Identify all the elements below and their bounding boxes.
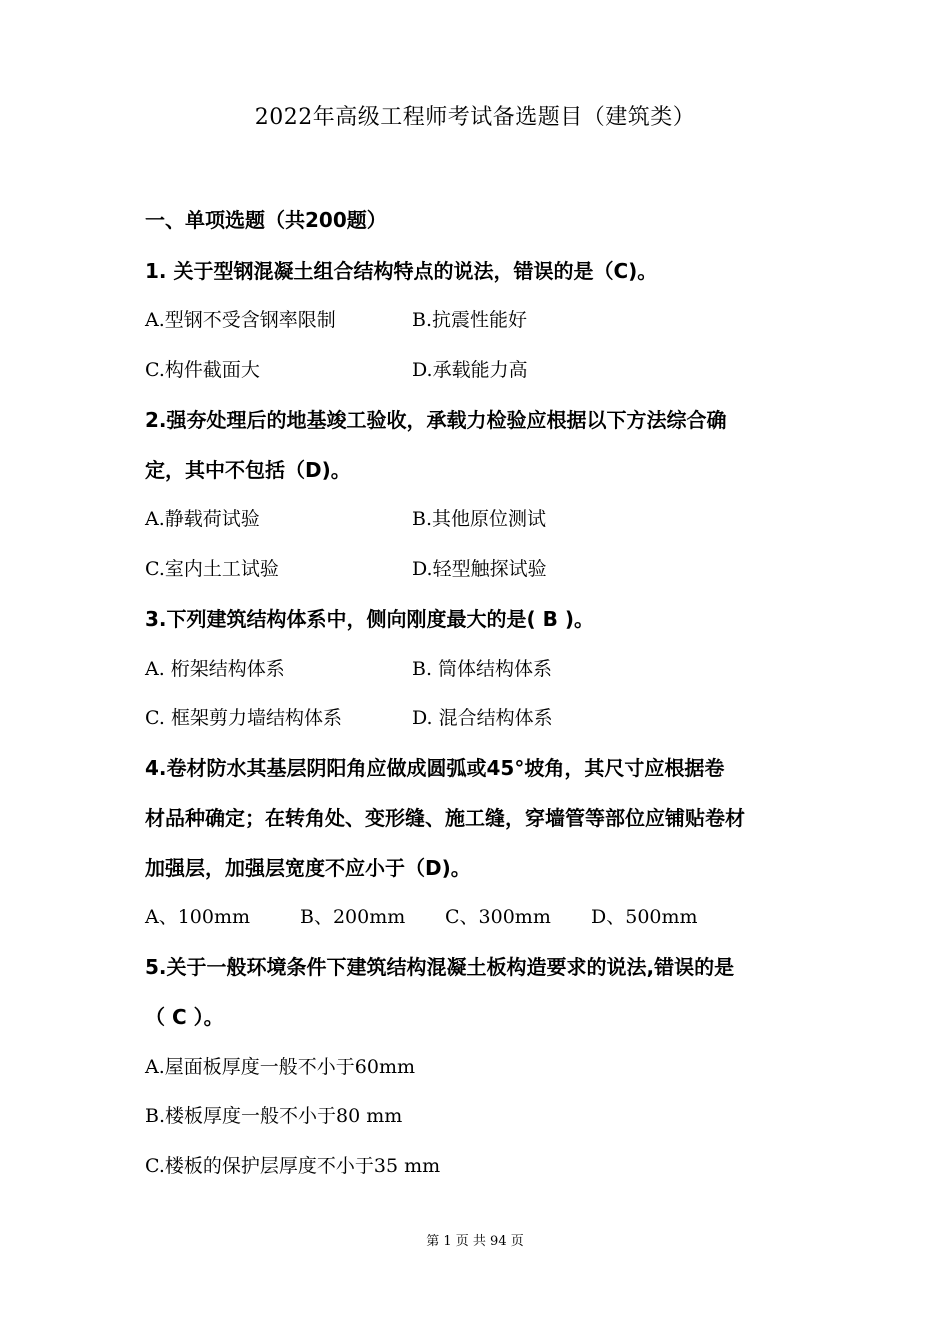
question-1-stem: 1. 关于型钢混凝土组合结构特点的说法，错误的是（C)。 bbox=[145, 259, 658, 283]
option-b: B、200mm bbox=[300, 906, 406, 928]
option-a: A、100mm bbox=[145, 906, 251, 928]
option-c: C.室内土工试验 bbox=[145, 558, 279, 580]
option-d: D、500mm bbox=[591, 906, 698, 928]
question-2-stem-line-1: 2.强夯处理后的地基竣工验收，承载力检验应根据以下方法综合确 bbox=[145, 408, 727, 432]
document-title: 2022年高级工程师考试备选题目（建筑类） bbox=[254, 105, 696, 130]
question-4-stem-line-3: 加强层，加强层宽度不应小于（D)。 bbox=[145, 856, 471, 880]
option-d: D.轻型触探试验 bbox=[412, 558, 547, 580]
question-5-option-b: B.楼板厚度一般不小于80 mm bbox=[145, 1105, 403, 1127]
section-heading: 一、单项选题（共200题） bbox=[145, 208, 387, 232]
option-d: D.承载能力高 bbox=[412, 359, 528, 381]
question-5-option-a: A.屋面板厚度一般不小于60mm bbox=[145, 1056, 415, 1078]
question-4-stem-line-2: 材品种确定；在转角处、变形缝、施工缝，穿墙管等部位应铺贴卷材 bbox=[145, 806, 745, 830]
question-4-stem-line-1: 4.卷材防水其基层阴阳角应做成圆弧或45°坡角，其尺寸应根据卷 bbox=[145, 756, 725, 780]
option-b: B.其他原位测试 bbox=[412, 508, 547, 530]
question-5-stem-line-1: 5.关于一般环境条件下建筑结构混凝土板构造要求的说法,错误的是 bbox=[145, 955, 735, 979]
option-c: C. 框架剪力墙结构体系 bbox=[145, 707, 342, 729]
option-c: C、300mm bbox=[445, 906, 551, 928]
question-3-stem: 3.下列建筑结构体系中，侧向刚度最大的是( B )。 bbox=[145, 607, 594, 631]
page-footer: 第 1 页 共 94 页 bbox=[426, 1234, 524, 1249]
question-2-stem-line-2: 定，其中不包括（D)。 bbox=[145, 458, 351, 482]
question-5-stem-line-2: （ C ）。 bbox=[145, 1005, 224, 1029]
option-c: C.构件截面大 bbox=[145, 359, 260, 381]
option-b: B.抗震性能好 bbox=[412, 309, 528, 331]
option-b: B. 筒体结构体系 bbox=[412, 658, 553, 680]
option-a: A. 桁架结构体系 bbox=[145, 658, 285, 680]
option-d: D. 混合结构体系 bbox=[412, 707, 553, 729]
option-a: A.静载荷试验 bbox=[145, 508, 260, 530]
question-5-option-c: C.楼板的保护层厚度不小于35 mm bbox=[145, 1155, 441, 1177]
option-a: A.型钢不受含钢率限制 bbox=[145, 309, 336, 331]
